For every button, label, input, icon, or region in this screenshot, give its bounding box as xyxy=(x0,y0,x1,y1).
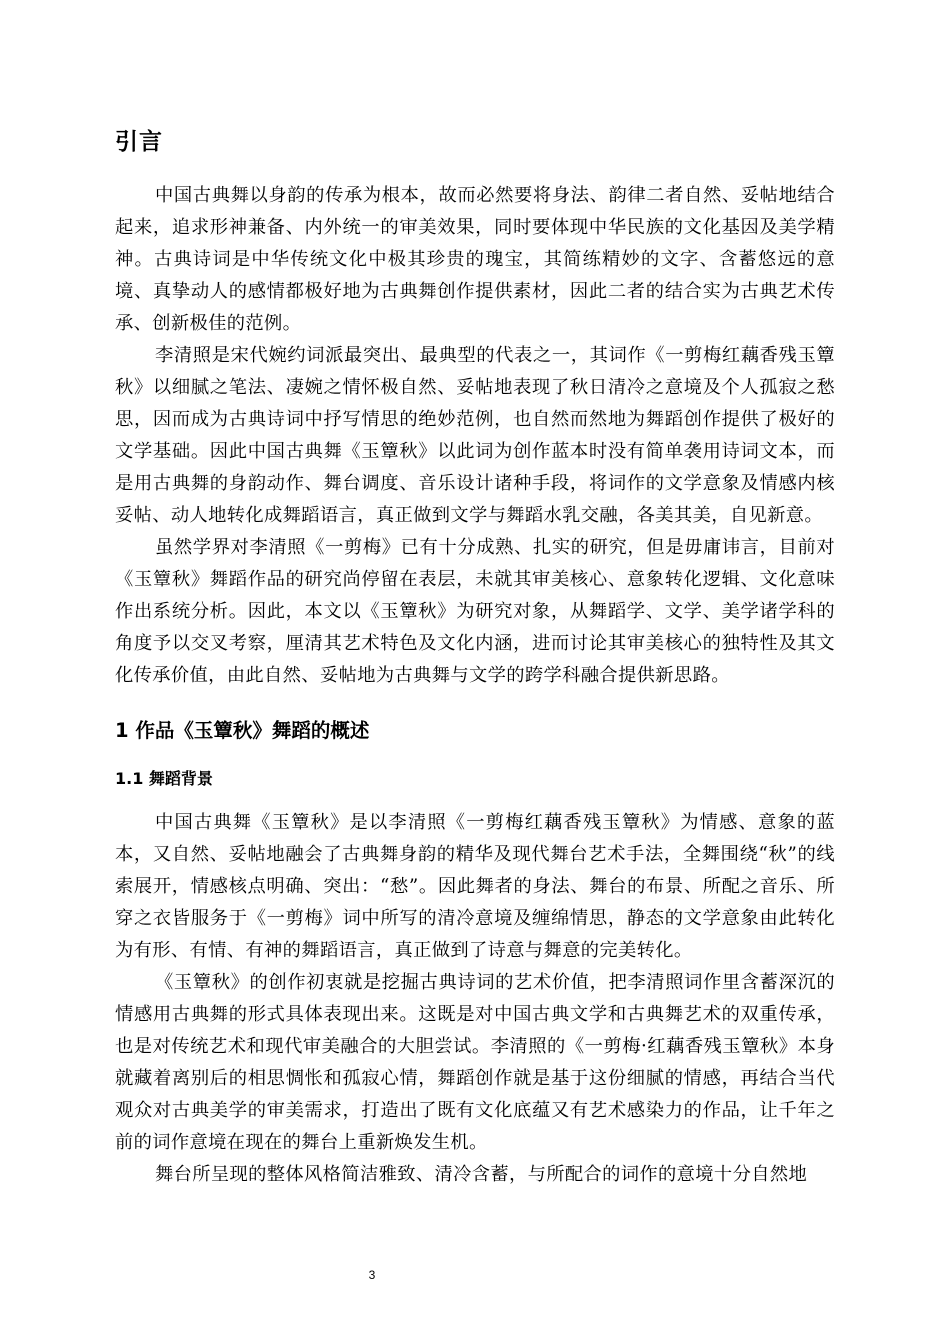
intro-body xyxy=(115,180,835,692)
subsection-1-1-body xyxy=(115,807,835,1191)
subsection-1-1-heading: 1.1 舞蹈背景 xyxy=(115,769,213,788)
section-1-heading: 1 作品《玉簟秋》舞蹈的概述 xyxy=(115,719,370,742)
section-paragraph-2: 《玉簟秋》的创作初衷就是挖掘古典诗词的艺术价值，把李清照词作里含蓄深沉的情感用古典舞的形式具体表现出来。这既是对中国古典文学和古典舞艺术的双重传承，也是对传统艺术和现代审美融合的大胆尝试。李清照的《一剪梅·红藕香残玉簟秋》本身就藏着离别后的相思惆怅和孤寂心情，舞蹈创作就是基于这份细腻的情感，再结合当代观众对古典美学的审美需求，打造出了既有文化底蕴又有艺术感染力的作品，让千年之前的词作意境在现在的舞台上重新焕发生机。 xyxy=(115,972,835,1153)
intro-heading: 引言 xyxy=(115,129,163,155)
section-paragraph-3: 舞台所呈现的整体风格简洁雅致、清冷含蓄，与所配合的词作的意境十分自然地 xyxy=(155,1164,808,1185)
intro-paragraph-3: 虽然学界对李清照《一剪梅》已有十分成熟、扎实的研究，但是毋庸讳言，目前对《玉簟秋》舞蹈作品的研究尚停留在表层，未就其审美核心、意象转化逻辑、文化意味作出系统分析。因此，本文以《玉簟秋》为研究对象，从舞蹈学、文学、美学诸学科的角度予以交叉考察，厘清其艺术特色及文化内涵，进而讨论其审美核心的独特性及其文化传承价值，由此自然、妥帖地为古典舞与文学的跨学科融合提供新思路。 xyxy=(115,537,835,686)
section-paragraph-1: 中国古典舞《玉簟秋》是以李清照《一剪梅红藕香残玉簟秋》为情感、意象的蓝本，又自然、妥帖地融会了古典舞身韵的精华及现代舞台艺术手法，全舞围绕“秋”的线索展开，情感核点明确、突出：“愁”。因此舞者的身法、舞台的布景、所配之音乐、所穿之衣皆服务于《一剪梅》词中所写的清冷意境及缠绵情思，静态的文学意象由此转化为有形、有情、有神的舞蹈语言，真正做到了诗意与舞意的完美转化。 xyxy=(115,812,835,961)
page-content xyxy=(115,126,835,1191)
page-number: 3 xyxy=(368,1268,376,1282)
intro-paragraph-1: 中国古典舞以身韵的传承为根本，故而必然要将身法、韵律二者自然、妥帖地结合起来，追求形神兼备、内外统一的审美效果，同时要体现中华民族的文化基因及美学精神。古典诗词是中华传统文化中极其珍贵的瑰宝，其简练精妙的文字、含蓄悠远的意境、真挚动人的感情都极好地为古典舞创作提供素材，因此二者的结合实为古典艺术传承、创新极佳的范例。 xyxy=(115,185,835,334)
intro-paragraph-2: 李清照是宋代婉约词派最突出、最典型的代表之一，其词作《一剪梅红藕香残玉簟秋》以细腻之笔法、凄婉之情怀极自然、妥帖地表现了秋日清冷之意境及个人孤寂之愁思，因而成为古典诗词中抒写情思的绝妙范例，也自然而然地为舞蹈创作提供了极好的文学基础。因此中国古典舞《玉簟秋》以此词为创作蓝本时没有简单袭用诗词文本，而是用古典舞的身韵动作、舞台调度、音乐设计诸种手段，将词作的文学意象及情感内核妥帖、动人地转化成舞蹈语言，真正做到文学与舞蹈水乳交融，各美其美，自见新意。 xyxy=(115,345,835,526)
